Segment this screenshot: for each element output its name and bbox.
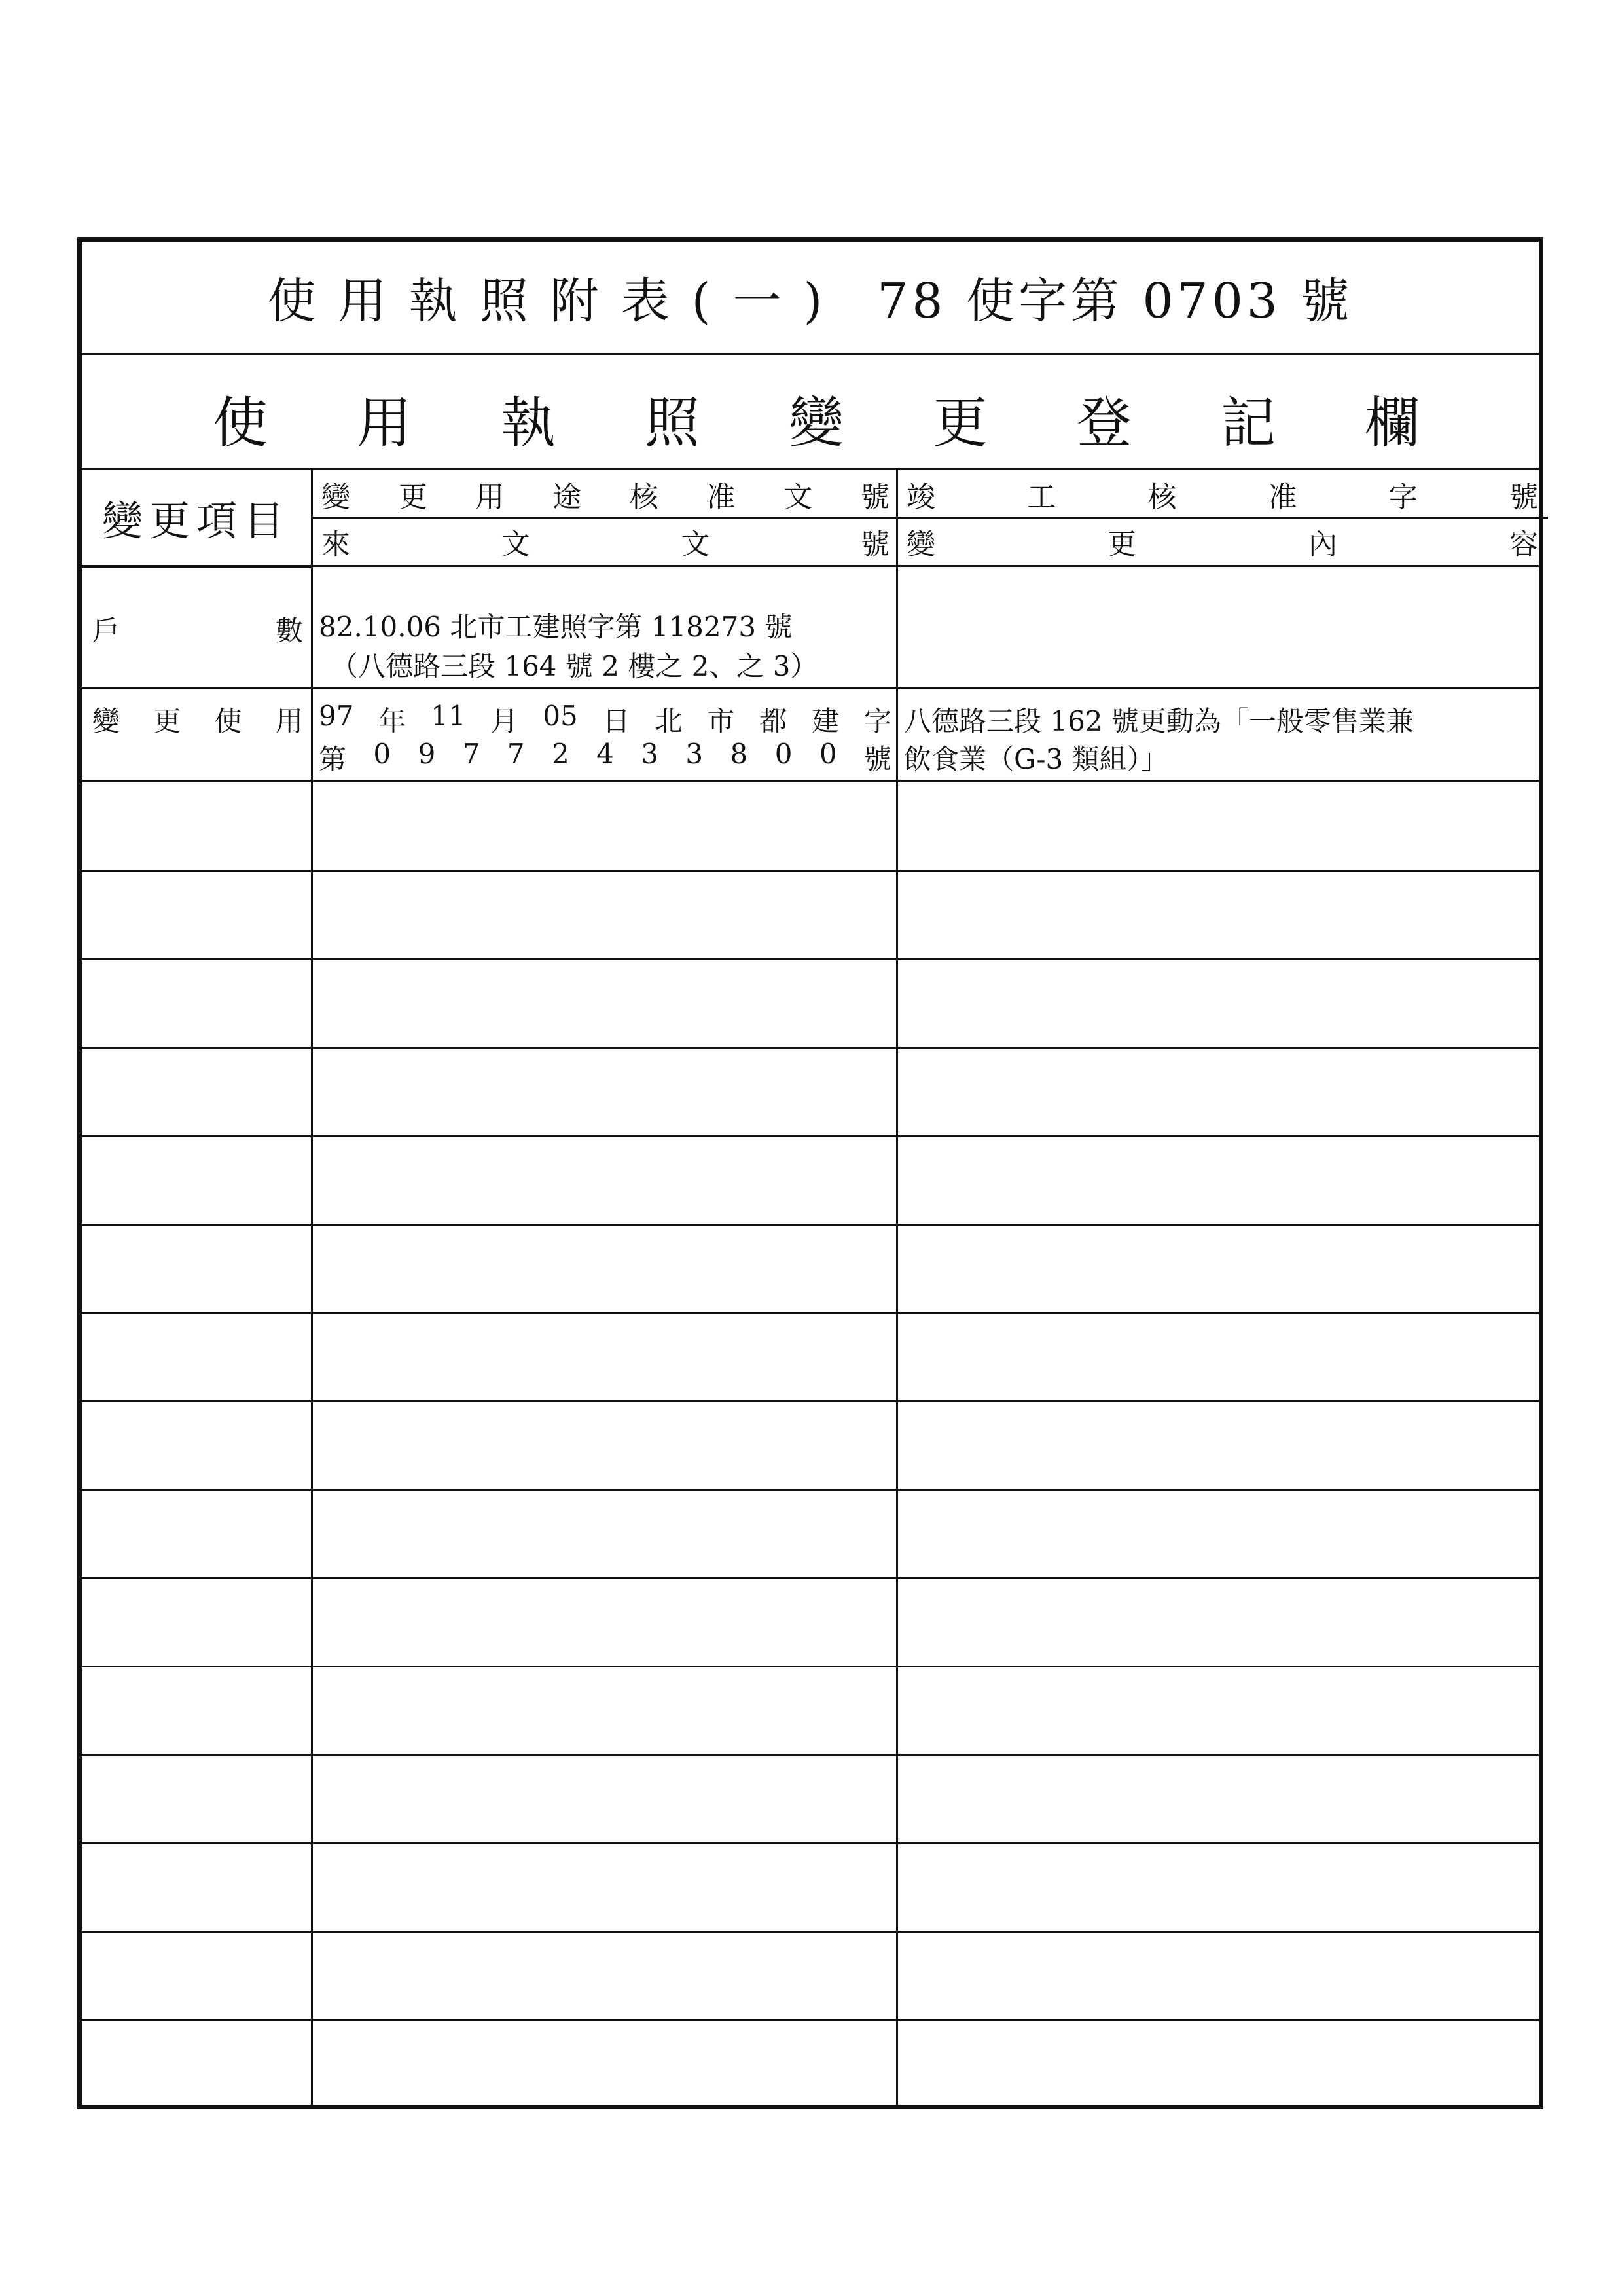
row-rule [82, 1842, 1539, 1844]
form-subtitle-row [82, 353, 1539, 470]
row-rule [82, 958, 1539, 960]
incoming-doc-number-header: 來 文 文 號 [321, 528, 890, 561]
row2-doc-line1: 97 年 11 月 05 日 北 市 都 建 字 [319, 700, 891, 737]
subtitle-char: 登 [1077, 391, 1132, 455]
usage-permit-form [77, 237, 1543, 2109]
form-title: 使用執照附表(一) [267, 273, 845, 329]
row2-content-line1: 八德路三段 162 號更動為「一般零售業兼 [904, 705, 1414, 737]
form-title-row [82, 242, 1539, 355]
header-bottom-rule [82, 565, 1539, 567]
row-rule [82, 1224, 1539, 1226]
header-divider [311, 517, 1548, 519]
change-item-header: 變更項目 [82, 468, 313, 568]
row-rule [82, 1135, 1539, 1137]
row-rule [82, 1666, 1539, 1667]
permit-number: 78 使字第 0703 號 [877, 273, 1354, 329]
row-rule [82, 1931, 1539, 1933]
row-rule [82, 1489, 1539, 1491]
row2-content-line2: 飲食業（G-3 類組）」 [904, 743, 1168, 775]
subtitle-char: 執 [501, 391, 556, 455]
completion-approval-number-header: 竣 工 核 准 字 號 [907, 481, 1538, 514]
row-rule [82, 1577, 1539, 1579]
column-divider-left [311, 468, 313, 2109]
row2-doc-line2: 第 0 9 7 7 2 4 3 3 8 0 0 號 [319, 738, 891, 775]
row-rule [82, 1312, 1539, 1314]
subtitle-char: 變 [789, 391, 844, 455]
approval-doc-number-header: 變 更 用 途 核 准 文 號 [321, 481, 890, 514]
subtitle-char: 記 [1221, 391, 1276, 455]
row1-doc-line2: （八德路三段 164 號 2 樓之 2、之 3） [331, 650, 818, 682]
row-rule [82, 2019, 1539, 2021]
row1-doc-line1: 82.10.06 北市工建照字第 118273 號 [319, 611, 793, 643]
subtitle-char: 用 [357, 391, 412, 455]
row-rule [82, 687, 1539, 689]
change-content-header: 變 更 內 容 [907, 528, 1538, 561]
row-rule [82, 1400, 1539, 1402]
subtitle-char: 欄 [1365, 391, 1420, 455]
row-rule [82, 1047, 1539, 1049]
row-item-change-use: 變 更 使 用 [92, 705, 303, 737]
subtitle-char: 照 [645, 391, 700, 455]
row-rule [82, 870, 1539, 872]
column-divider-right [896, 468, 898, 2109]
row-item-households: 戶 數 [92, 615, 303, 647]
row-rule [82, 780, 1539, 782]
row-rule [82, 1754, 1539, 1756]
subtitle-char: 更 [933, 391, 988, 455]
subtitle-char: 使 [213, 391, 268, 455]
